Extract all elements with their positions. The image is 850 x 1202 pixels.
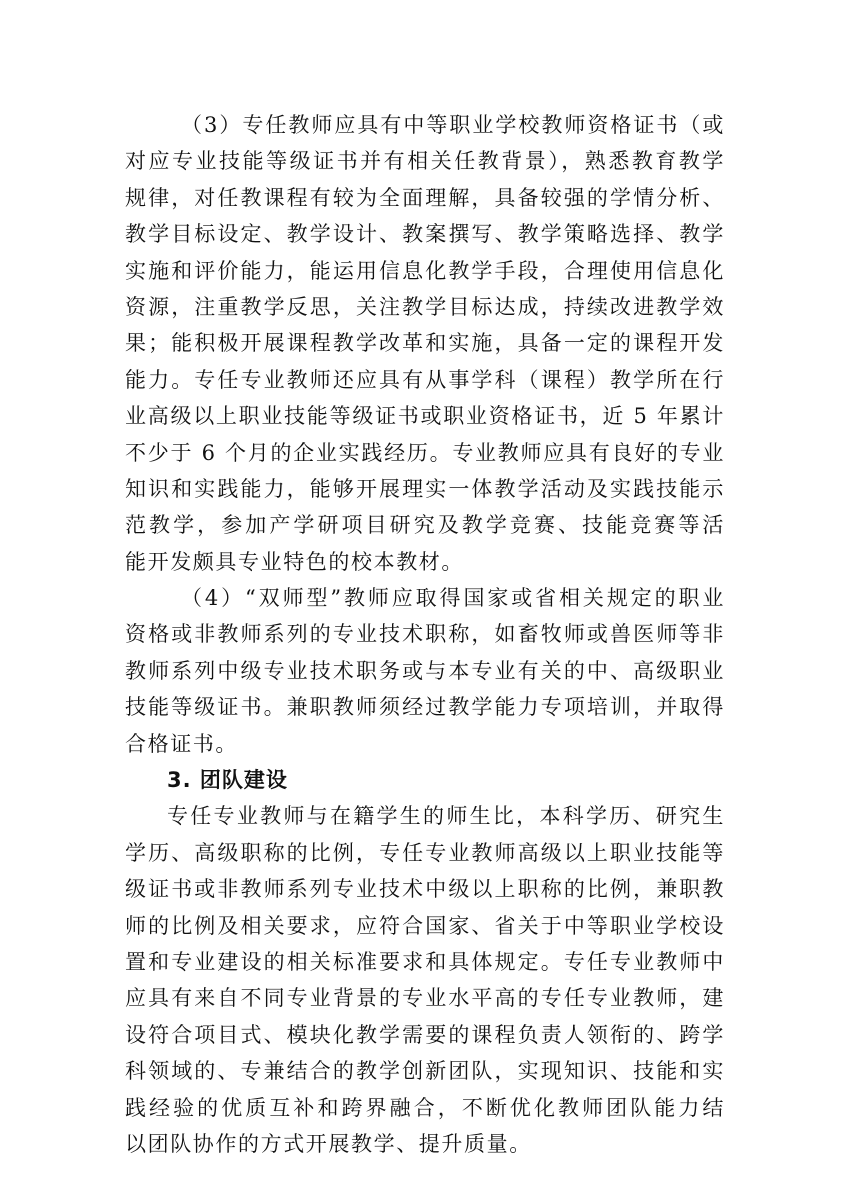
- text-line: 践经验的优质互补和跨界融合，不断优化教师团队能力结: [125, 1095, 725, 1120]
- text-line: 应具有来自不同专业背景的专业水平高的专任专业教师，建: [125, 986, 725, 1011]
- text-line: 学历、高级职称的比例，专任专业教师高级以上职业技能等: [125, 840, 725, 865]
- text-line: 能力。专任专业教师还应具有从事学科（课程）教学所在行: [125, 367, 725, 392]
- text-line: 业高级以上职业技能等级证书或职业资格证书，近 5 年累计: [125, 404, 725, 429]
- text-line: 规律，对任教课程有较为全面理解，具备较强的学情分析、: [125, 185, 725, 210]
- paragraph-dual-qualified-teachers: [125, 580, 725, 762]
- text-line: 置和专业建设的相关标准要求和具体规定。专任专业教师中: [125, 949, 725, 974]
- document-body: [125, 107, 725, 1162]
- text-line: 资源，注重教学反思，关注教学目标达成，持续改进教学效: [125, 294, 725, 319]
- text-line: 级证书或非教师系列专业技术中级以上职称的比例，兼职教: [125, 877, 725, 902]
- text-line: 实施和评价能力，能运用信息化教学手段，合理使用信息化: [125, 258, 725, 283]
- text-line: 果；能积极开展课程教学改革和实施，具备一定的课程开发: [125, 331, 725, 356]
- text-line: 科领域的、专兼结合的教学创新团队，实现知识、技能和实: [125, 1059, 725, 1084]
- section-heading: 3. 团队建设: [167, 768, 288, 793]
- paragraph-team-building: [125, 798, 725, 1162]
- text-line: 能开发颇具专业特色的校本教材。: [125, 549, 464, 574]
- text-line: 以团队协作的方式开展教学、提升质量。: [125, 1131, 532, 1156]
- text-line: 设符合项目式、模块化教学需要的课程负责人领衔的、跨学: [125, 1022, 725, 1047]
- text-line: 教师系列中级专业技术职务或与本专业有关的中、高级职业: [125, 658, 725, 683]
- text-line: 对应专业技能等级证书并有相关任教背景），熟悉教育教学: [125, 149, 725, 174]
- text-line: 不少于 6 个月的企业实践经历。专业教师应具有良好的专业: [125, 440, 725, 465]
- text-line: （4）“双师型”教师应取得国家或省相关规定的职业: [181, 586, 725, 611]
- text-line: 教学目标设定、教学设计、教案撰写、教学策略选择、教学: [125, 222, 725, 247]
- text-line: 资格或非教师系列的专业技术职称，如畜牧师或兽医师等非: [125, 622, 725, 647]
- text-line: 合格证书。: [125, 731, 238, 756]
- text-line: 技能等级证书。兼职教师须经过教学能力专项培训，并取得: [125, 695, 725, 720]
- text-line: 专任专业教师与在籍学生的师生比，本科学历、研究生: [167, 804, 725, 829]
- text-line: （3）专任教师应具有中等职业学校教师资格证书（或: [181, 113, 725, 137]
- text-line: 范教学，参加产学研项目研究及教学竞赛、技能竞赛等活: [125, 513, 725, 538]
- paragraph-teacher-qualifications: [125, 107, 725, 580]
- text-line: 师的比例及相关要求，应符合国家、省关于中等职业学校设: [125, 913, 725, 938]
- text-line: 知识和实践能力，能够开展理实一体教学活动及实践技能示: [125, 476, 725, 501]
